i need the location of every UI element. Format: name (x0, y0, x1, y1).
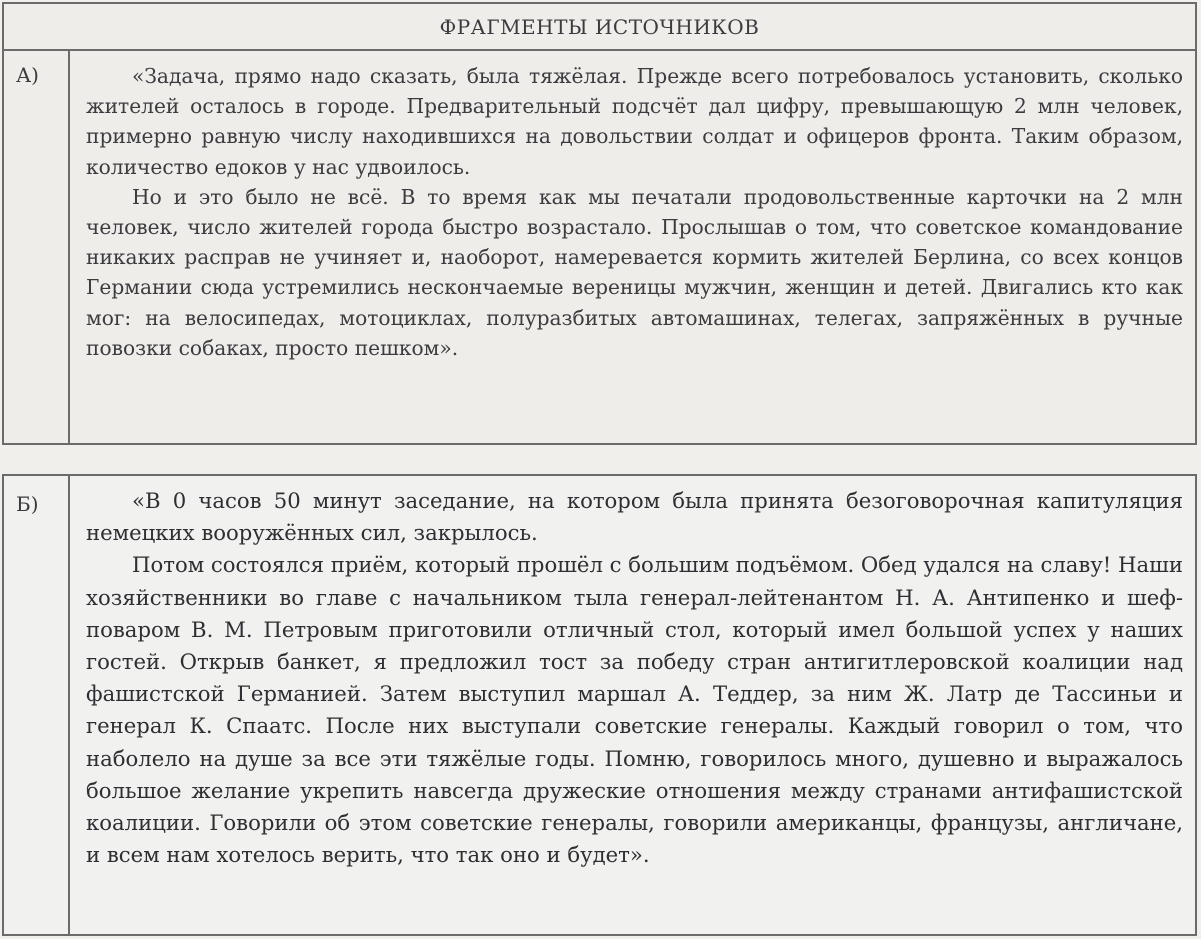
source-row-b (4, 476, 1195, 934)
source-text-b (70, 476, 1195, 934)
source-text-a (70, 51, 1195, 443)
source-label-a: А) (4, 51, 70, 443)
table-title: ФРАГМЕНТЫ ИСТОЧНИКОВ (4, 4, 1195, 51)
source-row-a (4, 51, 1195, 443)
source-a-paragraph-2: Но и это было не всё. В то время как мы печатали продовольственные карточки на 2 млн человек, число жителей города быстро возрастало. Прослышав о том, что советское командование никаких расправ не учиняет и, наоборот, намеревается кормить жителей Берлина, со всех концов Германии сюда устремились нескончаемые вереницы мужчин, женщин и детей. Двигались кто как мог: на велосипедах, мотоциклах, полуразбитых автомашинах, телегах, запряжённых в ручные повозки собаках, просто пешком». (86, 184, 1183, 360)
source-table-top (2, 2, 1197, 445)
source-b-paragraph-2: Потом состоялся приём, который прошёл с большим подъёмом. Обед удался на славу! Наши хозяйственники во главе с начальником тыла генерал-лейтенантом Н. А. Антипенко и шеф-поваром В. М. Петровым приготовили отличный стол, который имел большой успех у наших гостей. Открыв банкет, я предложил тост за победу стран антигитлеровской коалиции над фашистской Германией. Затем выступил маршал А. Теддер, за ним Ж. Латр де Тассиньи и генерал К. Спаатс. После них выступали советские генералы. Каждый говорил о том, что наболело на душе за все эти тяжёлые годы. Помню, говорилось много, душевно и выражалось большое желание укрепить навсегда дружеские отношения между странами антифашистской коалиции. Говорили об этом советские генералы, говорили американцы, французы, англичане, и всем нам хотелось верить, что так оно и будет». (86, 552, 1183, 868)
source-b-paragraph-1: «В 0 часов 50 минут заседание, на котором была принята безоговорочная капитуляция немецких вооружённых сил, закрылось. (86, 488, 1183, 546)
source-a-paragraph-1: «Задача, прямо надо сказать, была тяжёлая. Прежде всего потребовалось установить, сколько жителей осталось в городе. Предварительный подсчёт дал цифру, превышающую 2 млн человек, примерно равную числу находившихся на довольствии солдат и офицеров фронта. Таким образом, количество едоков у нас удвоилось. (86, 64, 1183, 179)
source-label-b: Б) (4, 476, 70, 934)
source-table-bottom (2, 474, 1197, 936)
